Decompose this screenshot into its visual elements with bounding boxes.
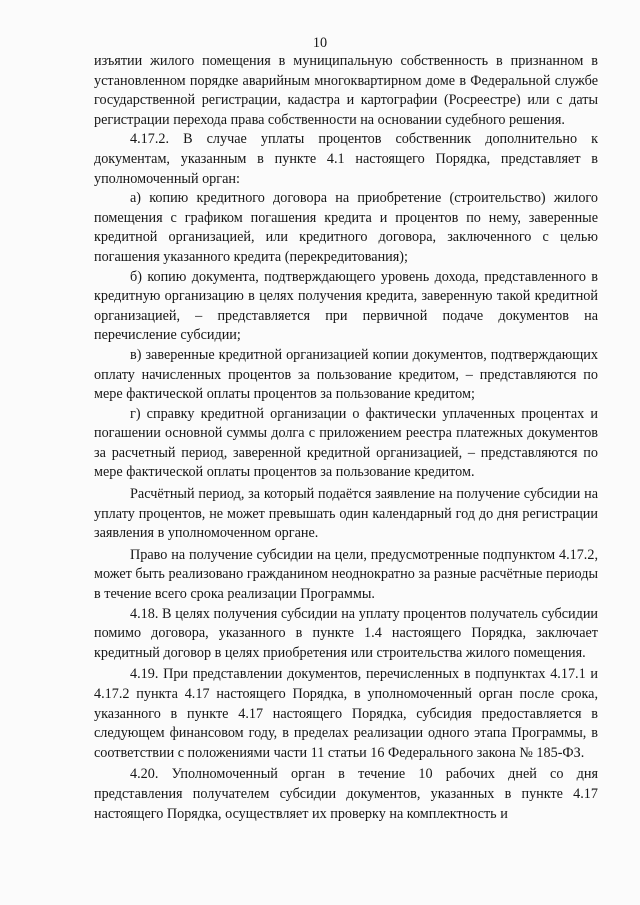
paragraph-item-b: б) копию документа, подтверждающего уровень дохода, представленного в кредитную организацию в целях получения кредита, заверенную такой кредитной организацией, – представляется при первичной подаче документов на перечисление субсидии; [94, 268, 598, 344]
paragraph-4-20: 4.20. Уполномоченный орган в течение 10 рабочих дней со дня представления получателем субсидии документов, указанных в пункте 4.17 настоящего Порядка, осуществляет их проверку на комплектность и [94, 766, 598, 822]
paragraph-4-18: 4.18. В целях получения субсидии на уплату процентов получатель субсидии помимо договора, указанного в пункте 1.4 настоящего Порядка, заключает кредитный договор в целях приобретения или строительства жилого помещения. [94, 605, 598, 661]
paragraph-item-g: г) справку кредитной организации о фактически уплаченных процентах и погашении основной суммы долга с приложением реестра платежных документов за расчетный период, заверенной кредитной организацией, – представляются по мере фактической оплаты процентов за пользование кредитом. [94, 405, 598, 481]
paragraph-right-to-subsidy: Право на получение субсидии на цели, предусмотренные подпунктом 4.17.2, может быть реализовано гражданином неоднократно за разные расчётные периоды в течение всего срока реализации Программы. [94, 546, 598, 603]
paragraph-4-17-2: 4.17.2. В случае уплаты процентов собственник дополнительно к документам, указанным в пункте 4.1 настоящего Порядка, представляет в уполномоченный орган: [94, 131, 598, 187]
paragraph-item-v: в) заверенные кредитной организацией копии документов, подтверждающих оплату начисленных процентов за пользование кредитом, – представляются по мере фактической оплаты процентов за пользование кредитом; [94, 346, 598, 403]
paragraph-item-a: а) копию кредитного договора на приобретение (строительство) жилого помещения с графиком погашения кредита и процентов по нему, заверенные кредитной организацией, или кредитного договора, заключенного с целью погашения указанного кредита (перекредитования); [94, 190, 598, 265]
paragraph-seizure-continuation: изъятии жилого помещения в муниципальную собственность в признанном в установленном порядке аварийным многоквартирном доме в Федеральной службе государственной регистрации, кадастра и картографии (Росреестре) или с даты регистрации перехода права собственности на основании судебного решения. [94, 53, 598, 128]
document-body [94, 52, 598, 824]
paragraph-4-19: 4.19. При представлении документов, перечисленных в подпунктах 4.17.1 и 4.17.2 пункта 4.17 настоящего Порядка, в уполномоченный орган после срока, указанного в пункте 4.17 настоящего Порядка, субсидия предоставляется в следующем финансовом году, в пределах реализации одного этапа Программы, в соответствии с положениями части 11 статьи 16 Федерального закона № 185-ФЗ. [94, 666, 598, 761]
paragraph-settlement-period: Расчётный период, за который подаётся заявление на получение субсидии на уплату процентов, не может превышать один календарный год до дня регистрации заявления в уполномоченном органе. [94, 486, 598, 542]
page-number: 10 [312, 35, 328, 51]
